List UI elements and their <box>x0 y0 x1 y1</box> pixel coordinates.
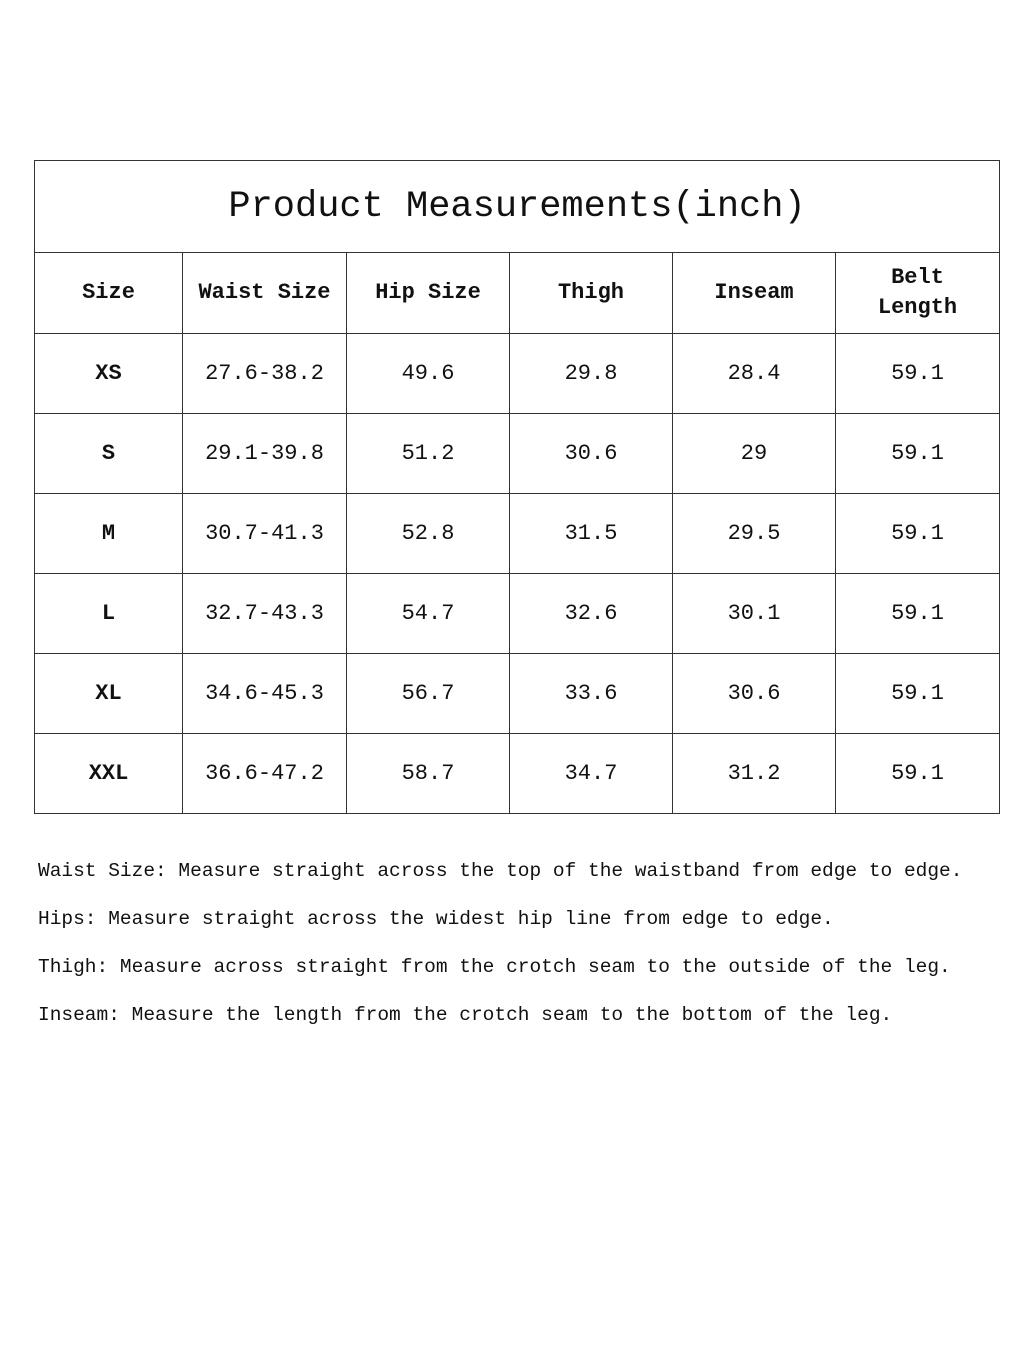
cell-thigh: 30.6 <box>510 414 673 494</box>
cell-thigh: 34.7 <box>510 734 673 814</box>
cell-inseam: 28.4 <box>673 334 836 414</box>
cell-thigh: 31.5 <box>510 494 673 574</box>
table-row <box>35 574 1000 654</box>
cell-size: M <box>35 494 183 574</box>
cell-inseam: 30.6 <box>673 654 836 734</box>
cell-hip: 52.8 <box>347 494 510 574</box>
cell-belt-length: 59.1 <box>836 494 1000 574</box>
cell-size: S <box>35 414 183 494</box>
header-hip: Hip Size <box>347 253 510 334</box>
note-waist: Waist Size: Measure straight across the top of the waistband from edge to edge. <box>38 860 963 882</box>
cell-waist: 30.7-41.3 <box>183 494 347 574</box>
cell-belt-length: 59.1 <box>836 414 1000 494</box>
cell-thigh: 32.6 <box>510 574 673 654</box>
header-row <box>35 253 1000 334</box>
header-thigh: Thigh <box>510 253 673 334</box>
cell-inseam: 31.2 <box>673 734 836 814</box>
table-row <box>35 734 1000 814</box>
cell-thigh: 33.6 <box>510 654 673 734</box>
cell-waist: 27.6-38.2 <box>183 334 347 414</box>
cell-size: XS <box>35 334 183 414</box>
cell-size: XL <box>35 654 183 734</box>
cell-inseam: 30.1 <box>673 574 836 654</box>
cell-hip: 49.6 <box>347 334 510 414</box>
note-hips: Hips: Measure straight across the widest hip line from edge to edge. <box>38 908 834 930</box>
cell-inseam: 29 <box>673 414 836 494</box>
cell-hip: 58.7 <box>347 734 510 814</box>
table-title: Product Measurements(inch) <box>35 161 1000 253</box>
cell-belt-length: 59.1 <box>836 334 1000 414</box>
header-inseam: Inseam <box>673 253 836 334</box>
cell-waist: 29.1-39.8 <box>183 414 347 494</box>
cell-inseam: 29.5 <box>673 494 836 574</box>
cell-hip: 54.7 <box>347 574 510 654</box>
note-thigh: Thigh: Measure across straight from the crotch seam to the outside of the leg. <box>38 956 951 978</box>
note-inseam: Inseam: Measure the length from the crotch seam to the bottom of the leg. <box>38 1004 893 1026</box>
header-waist: Waist Size <box>183 253 347 334</box>
cell-size: L <box>35 574 183 654</box>
cell-waist: 34.6-45.3 <box>183 654 347 734</box>
header-size: Size <box>35 253 183 334</box>
cell-thigh: 29.8 <box>510 334 673 414</box>
cell-size: XXL <box>35 734 183 814</box>
cell-belt-length: 59.1 <box>836 734 1000 814</box>
measurement-table <box>34 160 1000 814</box>
table-row <box>35 654 1000 734</box>
cell-waist: 32.7-43.3 <box>183 574 347 654</box>
table-row <box>35 494 1000 574</box>
table-row <box>35 334 1000 414</box>
cell-hip: 56.7 <box>347 654 510 734</box>
cell-belt-length: 59.1 <box>836 654 1000 734</box>
cell-waist: 36.6-47.2 <box>183 734 347 814</box>
cell-belt-length: 59.1 <box>836 574 1000 654</box>
measurement-notes <box>38 856 962 1048</box>
table-row <box>35 414 1000 494</box>
cell-hip: 51.2 <box>347 414 510 494</box>
header-belt-length: Belt Length <box>836 253 1000 334</box>
